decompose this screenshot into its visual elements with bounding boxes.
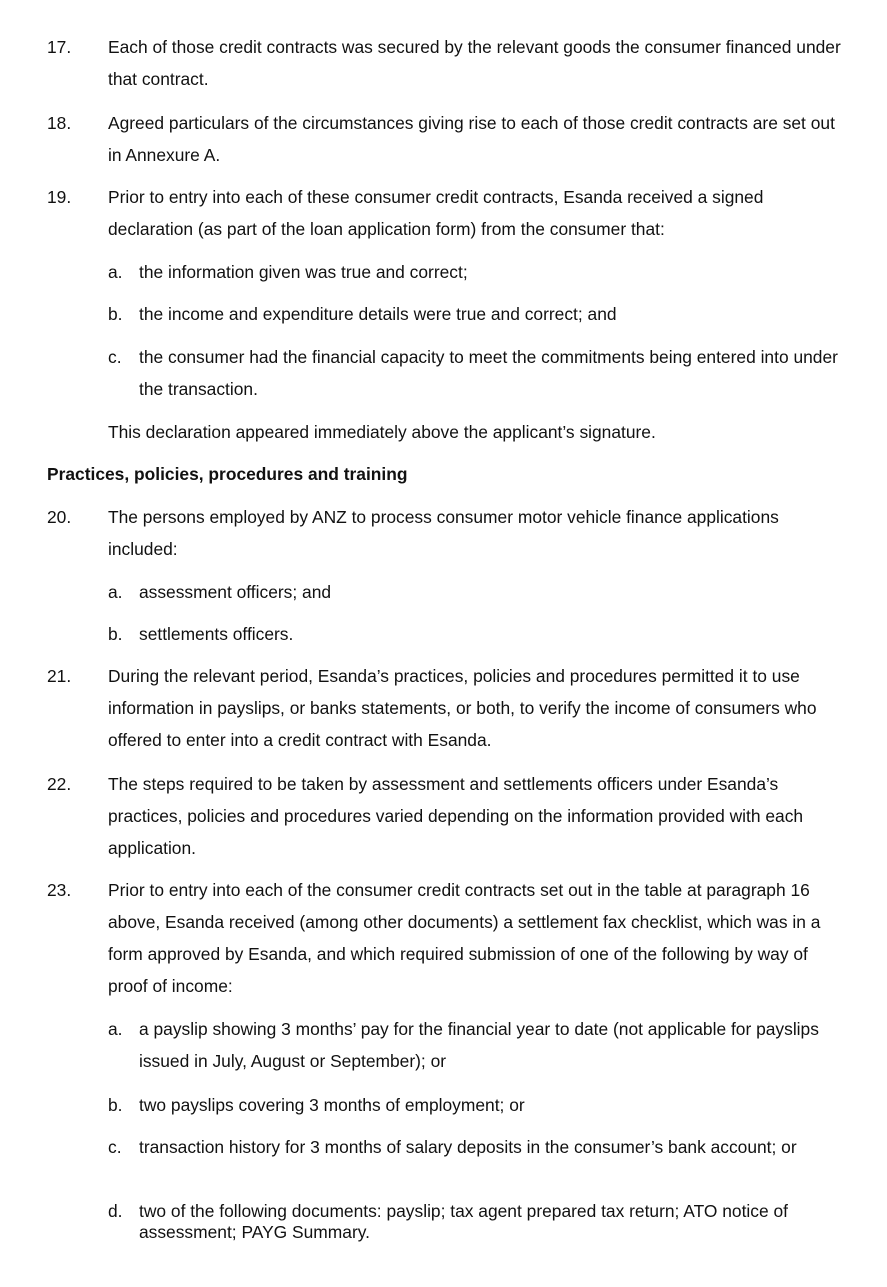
list-item-text: the income and expenditure details were true and correct; and — [139, 304, 617, 324]
list-item-letter: b. — [108, 624, 123, 644]
list-item-text: a payslip showing 3 months’ pay for the financial year to date (not applicable for payslips issued in July, August or September); or — [139, 1019, 819, 1071]
paragraph-number-21: 21. — [47, 666, 72, 686]
paragraph-18-text: Agreed particulars of the circumstances giving rise to each of those credit contracts are set out in Annexure A. — [108, 113, 835, 165]
paragraph-19-after-text: This declaration appeared immediately above the applicant’s signature. — [108, 422, 656, 442]
list-item-letter: b. — [108, 1095, 123, 1115]
list-item-letter: a. — [108, 1019, 123, 1039]
list-item-text: settlements officers. — [139, 624, 294, 644]
paragraph-20-text: The persons employed by ANZ to process consumer motor vehicle finance applications included: — [108, 507, 779, 559]
list-item-letter: c. — [108, 1137, 122, 1157]
paragraph-number-22: 22. — [47, 774, 72, 794]
list-item-text: transaction history for 3 months of salary deposits in the consumer’s bank account; or — [139, 1137, 797, 1157]
paragraph-number-20: 20. — [47, 507, 72, 527]
paragraph-number-17: 17. — [47, 37, 72, 57]
paragraph-number-23: 23. — [47, 880, 72, 900]
list-item-text: the information given was true and correct; — [139, 262, 468, 282]
list-item-letter: a. — [108, 262, 123, 282]
list-item-text: two payslips covering 3 months of employment; or — [139, 1095, 525, 1115]
paragraph-number-18: 18. — [47, 113, 72, 133]
paragraph-number-19: 19. — [47, 187, 72, 207]
paragraph-21-text: During the relevant period, Esanda’s practices, policies and procedures permitted it to use information in payslips, or banks statements, or both, to verify the income of consumers who offered to enter into a credit contract with Esanda. — [108, 666, 817, 750]
paragraph-19-text: Prior to entry into each of these consumer credit contracts, Esanda received a signed declaration (as part of the loan application form) from the consumer that: — [108, 187, 764, 239]
list-item-text: assessment officers; and — [139, 582, 332, 602]
list-item-letter: c. — [108, 347, 122, 367]
list-item-letter: d. — [108, 1201, 123, 1221]
list-item-text: the consumer had the financial capacity to meet the commitments being entered into under the transaction. — [139, 347, 838, 399]
paragraph-17-text: Each of those credit contracts was secured by the relevant goods the consumer financed under that contract. — [108, 37, 841, 89]
paragraph-23-text: Prior to entry into each of the consumer credit contracts set out in the table at paragraph 16 above, Esanda received (among other documents) a settlement fax checklist, which was in a form approved by Esanda, and which required submission of one of the following by way of proof of income: — [108, 880, 821, 996]
list-item-letter: a. — [108, 582, 123, 602]
section-heading: Practices, policies, procedures and training — [47, 464, 408, 484]
paragraph-22-text: The steps required to be taken by assessment and settlements officers under Esanda’s practices, policies and procedures varied depending on the information provided with each application. — [108, 774, 804, 858]
list-item-letter: b. — [108, 304, 123, 324]
list-item-text: two of the following documents: payslip; tax agent prepared tax return; ATO notice of assessment; PAYG Summary. — [139, 1201, 788, 1242]
